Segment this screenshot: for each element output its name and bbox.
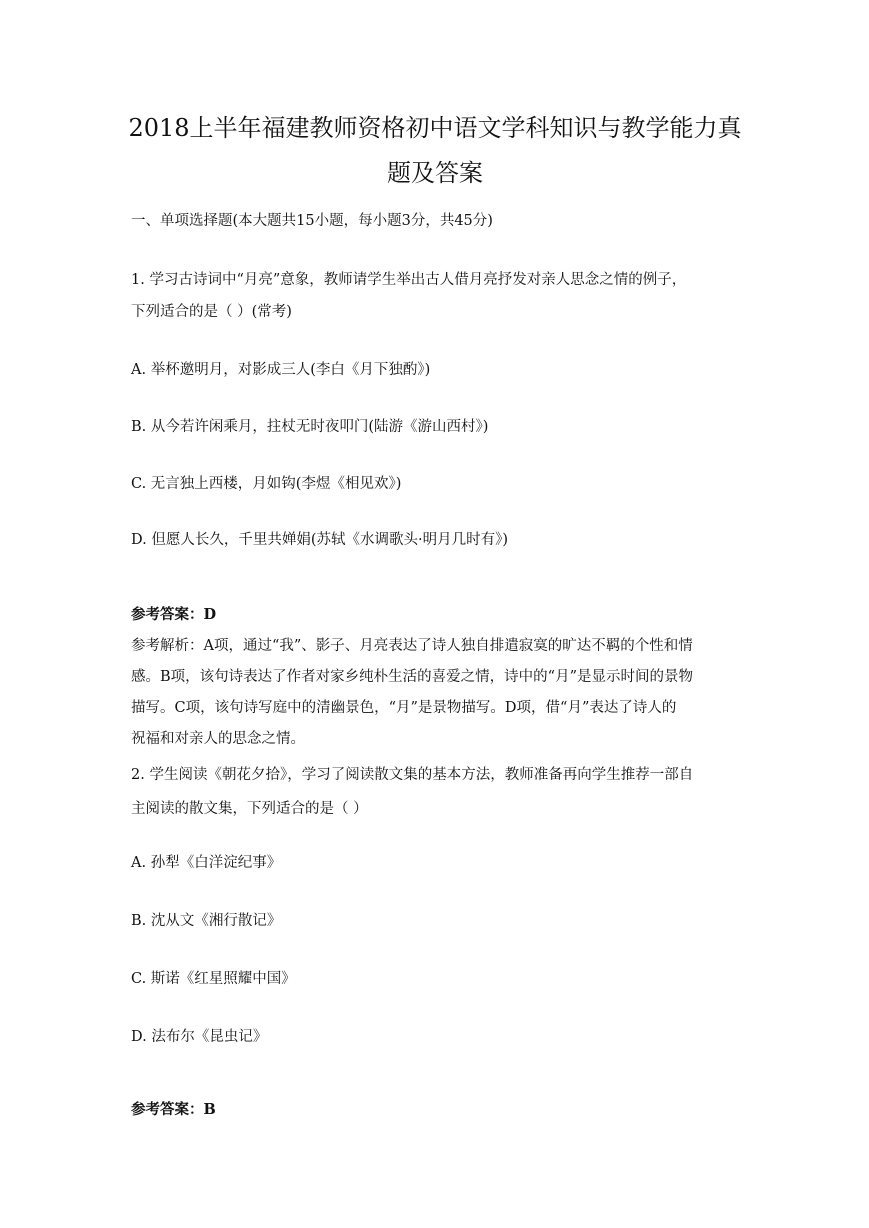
- q1-option-b: B. 从今若许闲乘月，拄杖无时夜叩门(陆游《游山西村》): [131, 419, 489, 435]
- q1-stem-line-2: 下列适合的是（ ）(常考): [131, 304, 292, 320]
- q1-analysis-line-1: 参考解析：A项，通过“我”、影子、月亮表达了诗人独自排遣寂寞的旷达不羁的个性和情: [131, 638, 693, 654]
- q1-answer: 参考答案：D: [131, 606, 217, 623]
- q2-option-a: A. 孙犁《白洋淀纪事》: [131, 855, 282, 871]
- q2-option-c: C. 斯诺《红星照耀中国》: [131, 971, 296, 987]
- section-heading: 一、单项选择题(本大题共15小题，每小题3分，共45分): [131, 213, 493, 229]
- document-title-line-2: 题及答案: [387, 159, 483, 187]
- q2-stem-line-1: 2. 学生阅读《朝花夕拾》，学习了阅读散文集的基本方法，教师准备再向学生推荐一部自: [131, 767, 694, 783]
- q1-analysis-line-3: 描写。C项，该句诗写庭中的清幽景色，“月”是景物描写。D项，借“月”表达了诗人的: [131, 700, 677, 716]
- q1-option-c: C. 无言独上西楼，月如钩(李煜《相见欢》): [131, 476, 402, 492]
- q2-option-d: D. 法布尔《昆虫记》: [131, 1029, 268, 1045]
- document-title-line-1: 2018上半年福建教师资格初中语文学科知识与教学能力真: [128, 114, 742, 142]
- q2-option-b: B. 沈从文《湘行散记》: [131, 913, 282, 929]
- q1-analysis-line-4: 祝福和对亲人的思念之情。: [131, 731, 305, 747]
- q2-stem-line-2: 主阅读的散文集，下列适合的是（ ）: [131, 801, 368, 817]
- q1-analysis-line-2: 感。B项，该句诗表达了作者对家乡纯朴生活的喜爱之情，诗中的“月”是显示时间的景物: [131, 669, 693, 685]
- q1-option-a: A. 举杯邀明月，对影成三人(李白《月下独酌》): [131, 362, 431, 378]
- q2-answer: 参考答案：B: [131, 1101, 216, 1118]
- q1-stem-line-1: 1. 学习古诗词中“月亮”意象，教师请学生举出古人借月亮抒发对亲人思念之情的例子，: [131, 272, 687, 288]
- q1-option-d: D. 但愿人长久，千里共婵娟(苏轼《水调歌头·明月几时有》): [131, 532, 508, 548]
